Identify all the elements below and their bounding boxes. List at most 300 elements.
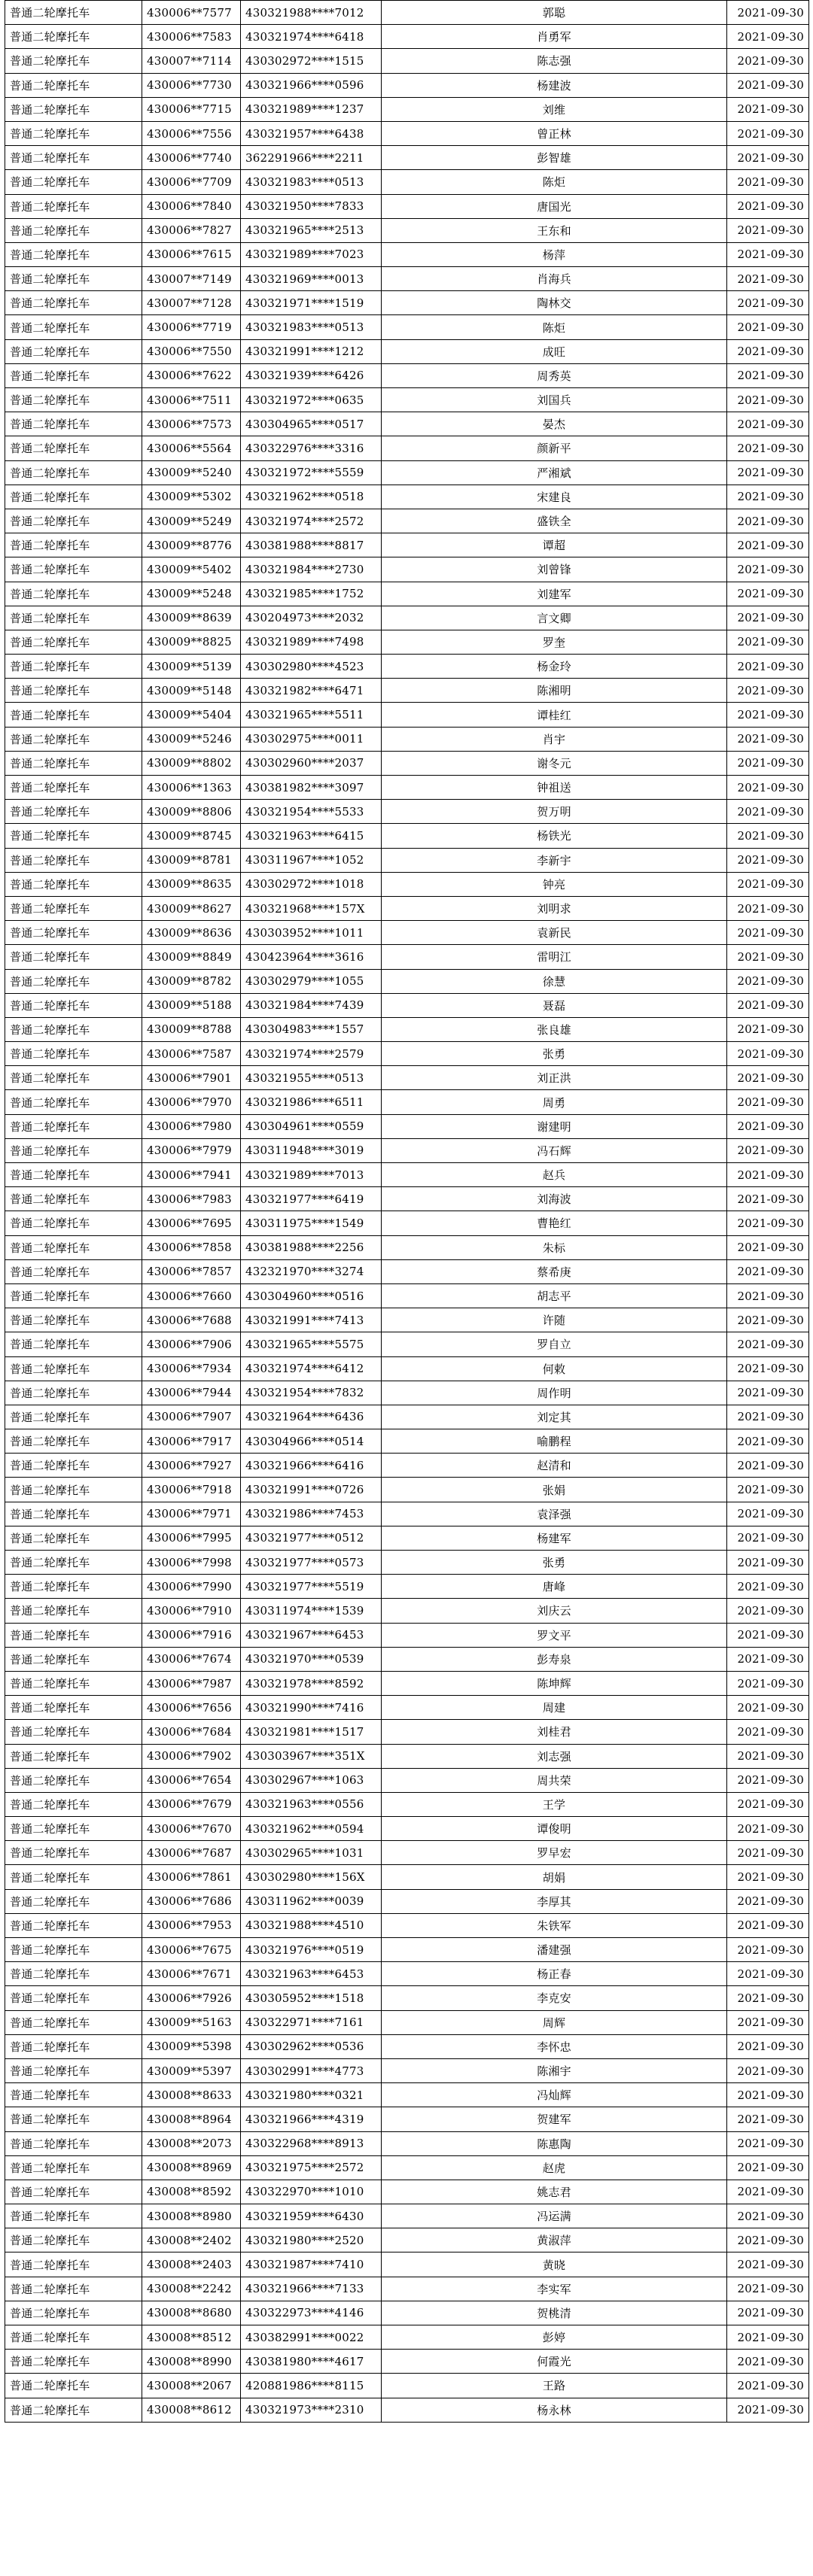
vehicle-type-cell: 普通二轮摩托车 [5, 388, 142, 412]
id-number-cell: 430321963****6453 [241, 1962, 382, 1986]
vehicle-type-cell: 普通二轮摩托车 [5, 533, 142, 557]
vehicle-type-cell: 普通二轮摩托车 [5, 1259, 142, 1283]
table-row [5, 679, 809, 703]
id-number-cell: 430303967****351X [241, 1744, 382, 1768]
table-row [5, 1647, 809, 1671]
plate-number-cell: 430007**7149 [142, 267, 241, 291]
table-row [5, 1090, 809, 1114]
id-number-cell: 430321950****7833 [241, 194, 382, 218]
date-cell: 2021-09-30 [727, 1913, 809, 1937]
owner-name-cell: 蔡希庚 [382, 1259, 727, 1283]
vehicle-type-cell: 普通二轮摩托车 [5, 2058, 142, 2082]
date-cell: 2021-09-30 [727, 2277, 809, 2301]
vehicle-type-cell: 普通二轮摩托车 [5, 1938, 142, 1962]
vehicle-type-cell: 普通二轮摩托车 [5, 606, 142, 630]
date-cell: 2021-09-30 [727, 2107, 809, 2131]
id-number-cell: 430321968****157X [241, 896, 382, 920]
id-number-cell: 430321976****0519 [241, 1938, 382, 1962]
vehicle-type-cell: 普通二轮摩托车 [5, 1526, 142, 1550]
date-cell: 2021-09-30 [727, 1308, 809, 1332]
vehicle-type-cell: 普通二轮摩托车 [5, 1720, 142, 1744]
owner-name-cell: 周建 [382, 1696, 727, 1720]
date-cell: 2021-09-30 [727, 1138, 809, 1162]
owner-name-cell: 李厚其 [382, 1889, 727, 1913]
owner-name-cell: 何敕 [382, 1356, 727, 1381]
owner-name-cell: 黄晓 [382, 2252, 727, 2277]
table-row [5, 1841, 809, 1865]
table-row [5, 1575, 809, 1599]
owner-name-cell: 陈炬 [382, 170, 727, 194]
table-row [5, 1768, 809, 1792]
date-cell: 2021-09-30 [727, 703, 809, 727]
owner-name-cell: 刘志强 [382, 1744, 727, 1768]
date-cell: 2021-09-30 [727, 679, 809, 703]
date-cell: 2021-09-30 [727, 896, 809, 920]
table-row [5, 218, 809, 242]
plate-number-cell: 430009**5398 [142, 2034, 241, 2058]
id-number-cell: 430321989****7013 [241, 1163, 382, 1187]
owner-name-cell: 李克安 [382, 1986, 727, 2010]
vehicle-type-cell: 普通二轮摩托车 [5, 2374, 142, 2398]
vehicle-type-cell: 普通二轮摩托车 [5, 1454, 142, 1478]
plate-number-cell: 430006**7941 [142, 1163, 241, 1187]
table-row [5, 1865, 809, 1889]
date-cell: 2021-09-30 [727, 1114, 809, 1138]
id-number-cell: 432321970****3274 [241, 1259, 382, 1283]
id-number-cell: 430321959****6430 [241, 2204, 382, 2228]
plate-number-cell: 430006**7980 [142, 1114, 241, 1138]
date-cell: 2021-09-30 [727, 509, 809, 533]
table-row [5, 824, 809, 848]
owner-name-cell: 陈坤辉 [382, 1671, 727, 1695]
vehicle-type-cell: 普通二轮摩托车 [5, 1405, 142, 1429]
date-cell: 2021-09-30 [727, 1042, 809, 1066]
table-row [5, 2034, 809, 2058]
vehicle-type-cell: 普通二轮摩托车 [5, 1308, 142, 1332]
owner-name-cell: 徐慧 [382, 969, 727, 993]
plate-number-cell: 430008**8964 [142, 2107, 241, 2131]
vehicle-type-cell: 普通二轮摩托车 [5, 1090, 142, 1114]
plate-number-cell: 430008**2402 [142, 2228, 241, 2252]
table-row [5, 1986, 809, 2010]
owner-name-cell: 贺万明 [382, 800, 727, 824]
table-row [5, 1938, 809, 1962]
date-cell: 2021-09-30 [727, 1332, 809, 1356]
date-cell: 2021-09-30 [727, 1090, 809, 1114]
plate-number-cell: 430007**7114 [142, 49, 241, 73]
vehicle-type-cell: 普通二轮摩托车 [5, 2180, 142, 2204]
vehicle-type-cell: 普通二轮摩托车 [5, 1696, 142, 1720]
vehicle-type-cell: 普通二轮摩托车 [5, 339, 142, 363]
date-cell: 2021-09-30 [727, 2180, 809, 2204]
table-row [5, 1889, 809, 1913]
vehicle-type-cell: 普通二轮摩托车 [5, 146, 142, 170]
owner-name-cell: 陈志强 [382, 49, 727, 73]
owner-name-cell: 何霞光 [382, 2350, 727, 2374]
id-number-cell: 430321972****5559 [241, 460, 382, 485]
date-cell: 2021-09-30 [727, 485, 809, 509]
date-cell: 2021-09-30 [727, 606, 809, 630]
plate-number-cell: 430006**7916 [142, 1623, 241, 1647]
id-number-cell: 430311948****3019 [241, 1138, 382, 1162]
vehicle-type-cell: 普通二轮摩托车 [5, 1599, 142, 1623]
table-row [5, 2350, 809, 2374]
owner-name-cell: 刘海波 [382, 1187, 727, 1211]
table-row [5, 1017, 809, 1041]
plate-number-cell: 430009**8639 [142, 606, 241, 630]
plate-number-cell: 430009**5404 [142, 703, 241, 727]
vehicle-type-cell: 普通二轮摩托车 [5, 2034, 142, 2058]
plate-number-cell: 430008**8633 [142, 2083, 241, 2107]
id-number-cell: 430302960****2037 [241, 751, 382, 775]
id-number-cell: 430321970****0539 [241, 1647, 382, 1671]
table-row [5, 1526, 809, 1550]
owner-name-cell: 彭寿泉 [382, 1647, 727, 1671]
date-cell: 2021-09-30 [727, 1575, 809, 1599]
owner-name-cell: 赵虎 [382, 2155, 727, 2180]
vehicle-type-cell: 普通二轮摩托车 [5, 242, 142, 266]
vehicle-type-cell: 普通二轮摩托车 [5, 969, 142, 993]
table-row [5, 969, 809, 993]
plate-number-cell: 430006**7918 [142, 1478, 241, 1502]
id-number-cell: 430321965****5511 [241, 703, 382, 727]
table-row [5, 1478, 809, 1502]
plate-number-cell: 430006**7995 [142, 1526, 241, 1550]
id-number-cell: 430322973****4146 [241, 2301, 382, 2325]
id-number-cell: 430321991****0726 [241, 1478, 382, 1502]
id-number-cell: 430321971****1519 [241, 291, 382, 315]
plate-number-cell: 430009**8745 [142, 824, 241, 848]
date-cell: 2021-09-30 [727, 218, 809, 242]
date-cell: 2021-09-30 [727, 1526, 809, 1550]
table-row [5, 267, 809, 291]
owner-name-cell: 袁泽强 [382, 1502, 727, 1526]
owner-name-cell: 谢冬元 [382, 751, 727, 775]
plate-number-cell: 430009**8627 [142, 896, 241, 920]
vehicle-type-cell: 普通二轮摩托车 [5, 1017, 142, 1041]
table-row [5, 630, 809, 654]
id-number-cell: 430321984****7439 [241, 993, 382, 1017]
owner-name-cell: 聂磊 [382, 993, 727, 1017]
vehicle-type-cell: 普通二轮摩托车 [5, 73, 142, 97]
date-cell: 2021-09-30 [727, 170, 809, 194]
id-number-cell: 430321966****6416 [241, 1454, 382, 1478]
vehicle-type-cell: 普通二轮摩托车 [5, 170, 142, 194]
owner-name-cell: 李新宇 [382, 848, 727, 872]
table-row [5, 703, 809, 727]
date-cell: 2021-09-30 [727, 1429, 809, 1454]
date-cell: 2021-09-30 [727, 1259, 809, 1283]
plate-number-cell: 430009**8782 [142, 969, 241, 993]
plate-number-cell: 430006**7688 [142, 1308, 241, 1332]
owner-name-cell: 杨萍 [382, 242, 727, 266]
owner-name-cell: 张良雄 [382, 1017, 727, 1041]
id-number-cell: 430321965****2513 [241, 218, 382, 242]
id-number-cell: 430321966****7133 [241, 2277, 382, 2301]
date-cell: 2021-09-30 [727, 1405, 809, 1429]
owner-name-cell: 黄淑萍 [382, 2228, 727, 2252]
plate-number-cell: 430006**7656 [142, 1696, 241, 1720]
plate-number-cell: 430006**7583 [142, 25, 241, 49]
id-number-cell: 430381982****3097 [241, 776, 382, 800]
vehicle-type-cell: 普通二轮摩托车 [5, 848, 142, 872]
date-cell: 2021-09-30 [727, 2252, 809, 2277]
date-cell: 2021-09-30 [727, 1768, 809, 1792]
id-number-cell: 430321962****0518 [241, 485, 382, 509]
vehicle-type-cell: 普通二轮摩托车 [5, 1647, 142, 1671]
id-number-cell: 430321989****7023 [241, 242, 382, 266]
id-number-cell: 430311967****1052 [241, 848, 382, 872]
date-cell: 2021-09-30 [727, 1792, 809, 1816]
owner-name-cell: 张娟 [382, 1478, 727, 1502]
table-row [5, 2058, 809, 2082]
date-cell: 2021-09-30 [727, 146, 809, 170]
plate-number-cell: 430006**7987 [142, 1671, 241, 1695]
owner-name-cell: 刘建军 [382, 582, 727, 606]
owner-name-cell: 赵兵 [382, 1163, 727, 1187]
id-number-cell: 430311962****0039 [241, 1889, 382, 1913]
table-row [5, 1283, 809, 1308]
table-row [5, 2131, 809, 2155]
date-cell: 2021-09-30 [727, 2083, 809, 2107]
id-number-cell: 362291966****2211 [241, 146, 382, 170]
vehicle-type-cell: 普通二轮摩托车 [5, 1429, 142, 1454]
vehicle-type-cell: 普通二轮摩托车 [5, 630, 142, 654]
id-number-cell: 430305952****1518 [241, 1986, 382, 2010]
vehicle-type-cell: 普通二轮摩托车 [5, 1817, 142, 1841]
table-row [5, 1599, 809, 1623]
id-number-cell: 430321973****2310 [241, 2398, 382, 2422]
table-row [5, 412, 809, 436]
date-cell: 2021-09-30 [727, 1744, 809, 1768]
id-number-cell: 430302980****4523 [241, 655, 382, 679]
id-number-cell: 430321965****5575 [241, 1332, 382, 1356]
owner-name-cell: 贺建军 [382, 2107, 727, 2131]
owner-name-cell: 盛铁全 [382, 509, 727, 533]
plate-number-cell: 430009**5302 [142, 485, 241, 509]
id-number-cell: 430321977****6419 [241, 1187, 382, 1211]
date-cell: 2021-09-30 [727, 1211, 809, 1235]
vehicle-type-cell: 普通二轮摩托车 [5, 1211, 142, 1235]
owner-name-cell: 胡志平 [382, 1283, 727, 1308]
owner-name-cell: 曾正林 [382, 121, 727, 145]
plate-number-cell: 430007**7128 [142, 291, 241, 315]
table-row [5, 485, 809, 509]
table-row [5, 2204, 809, 2228]
owner-name-cell: 罗奎 [382, 630, 727, 654]
table-row [5, 1696, 809, 1720]
owner-name-cell: 谭俊明 [382, 1817, 727, 1841]
plate-number-cell: 430008**8980 [142, 2204, 241, 2228]
plate-number-cell: 430006**7674 [142, 1647, 241, 1671]
table-row [5, 170, 809, 194]
date-cell: 2021-09-30 [727, 1671, 809, 1695]
plate-number-cell: 430006**7577 [142, 1, 241, 25]
owner-name-cell: 陶林交 [382, 291, 727, 315]
date-cell: 2021-09-30 [727, 945, 809, 969]
plate-number-cell: 430009**8635 [142, 872, 241, 896]
date-cell: 2021-09-30 [727, 848, 809, 872]
id-number-cell: 430321977****0573 [241, 1551, 382, 1575]
table-row [5, 2155, 809, 2180]
date-cell: 2021-09-30 [727, 2204, 809, 2228]
vehicle-type-cell: 普通二轮摩托车 [5, 218, 142, 242]
plate-number-cell: 430009**8781 [142, 848, 241, 872]
plate-number-cell: 430006**7926 [142, 1986, 241, 2010]
vehicle-type-cell: 普通二轮摩托车 [5, 1962, 142, 1986]
owner-name-cell: 杨铁光 [382, 824, 727, 848]
table-row [5, 2010, 809, 2034]
plate-number-cell: 430006**7573 [142, 412, 241, 436]
table-row [5, 388, 809, 412]
date-cell: 2021-09-30 [727, 2058, 809, 2082]
id-number-cell: 430321974****2579 [241, 1042, 382, 1066]
owner-name-cell: 刘正洪 [382, 1066, 727, 1090]
date-cell: 2021-09-30 [727, 2325, 809, 2350]
date-cell: 2021-09-30 [727, 1478, 809, 1502]
table-row [5, 2277, 809, 2301]
owner-name-cell: 张勇 [382, 1042, 727, 1066]
date-cell: 2021-09-30 [727, 1235, 809, 1259]
plate-number-cell: 430006**7511 [142, 388, 241, 412]
plate-number-cell: 430006**7934 [142, 1356, 241, 1381]
owner-name-cell: 贺桃清 [382, 2301, 727, 2325]
date-cell: 2021-09-30 [727, 1283, 809, 1308]
id-number-cell: 430381988****2256 [241, 1235, 382, 1259]
owner-name-cell: 喻鹏程 [382, 1429, 727, 1454]
date-cell: 2021-09-30 [727, 2155, 809, 2180]
owner-name-cell: 张勇 [382, 1551, 727, 1575]
vehicle-type-cell: 普通二轮摩托车 [5, 945, 142, 969]
id-number-cell: 430381988****8817 [241, 533, 382, 557]
owner-name-cell: 罗文平 [382, 1623, 727, 1647]
plate-number-cell: 430006**7615 [142, 242, 241, 266]
owner-name-cell: 李实军 [382, 2277, 727, 2301]
vehicle-type-cell: 普通二轮摩托车 [5, 872, 142, 896]
plate-number-cell: 430009**5397 [142, 2058, 241, 2082]
owner-name-cell: 陈炬 [382, 315, 727, 339]
table-row [5, 1211, 809, 1235]
table-row [5, 436, 809, 460]
owner-name-cell: 王学 [382, 1792, 727, 1816]
owner-name-cell: 胡娟 [382, 1865, 727, 1889]
date-cell: 2021-09-30 [727, 2301, 809, 2325]
id-number-cell: 430321989****7498 [241, 630, 382, 654]
id-number-cell: 430321964****6436 [241, 1405, 382, 1429]
table-row [5, 1066, 809, 1090]
vehicle-type-cell: 普通二轮摩托车 [5, 2204, 142, 2228]
table-row [5, 1308, 809, 1332]
date-cell: 2021-09-30 [727, 1017, 809, 1041]
date-cell: 2021-09-30 [727, 630, 809, 654]
owner-name-cell: 冯灿辉 [382, 2083, 727, 2107]
registration-table-body [5, 1, 809, 2423]
owner-name-cell: 刘定其 [382, 1405, 727, 1429]
plate-number-cell: 430008**2242 [142, 2277, 241, 2301]
owner-name-cell: 许随 [382, 1308, 727, 1332]
date-cell: 2021-09-30 [727, 2398, 809, 2422]
owner-name-cell: 袁新民 [382, 921, 727, 945]
id-number-cell: 430321986****7453 [241, 1502, 382, 1526]
date-cell: 2021-09-30 [727, 1696, 809, 1720]
id-number-cell: 430304965****0517 [241, 412, 382, 436]
table-row [5, 655, 809, 679]
vehicle-type-cell: 普通二轮摩托车 [5, 727, 142, 751]
vehicle-type-cell: 普通二轮摩托车 [5, 1913, 142, 1937]
plate-number-cell: 430009**5402 [142, 557, 241, 582]
vehicle-type-cell: 普通二轮摩托车 [5, 1792, 142, 1816]
vehicle-type-cell: 普通二轮摩托车 [5, 1623, 142, 1647]
table-row [5, 1429, 809, 1454]
owner-name-cell: 周共荣 [382, 1768, 727, 1792]
plate-number-cell: 430009**8802 [142, 751, 241, 775]
id-number-cell: 430321991****7413 [241, 1308, 382, 1332]
date-cell: 2021-09-30 [727, 1986, 809, 2010]
id-number-cell: 430321955****0513 [241, 1066, 382, 1090]
table-row [5, 146, 809, 170]
plate-number-cell: 430006**7857 [142, 1259, 241, 1283]
date-cell: 2021-09-30 [727, 1066, 809, 1090]
vehicle-type-cell: 普通二轮摩托车 [5, 582, 142, 606]
table-row [5, 460, 809, 485]
vehicle-type-cell: 普通二轮摩托车 [5, 2301, 142, 2325]
id-number-cell: 430321986****6511 [241, 1090, 382, 1114]
plate-number-cell: 430006**7979 [142, 1138, 241, 1162]
table-row [5, 582, 809, 606]
table-row [5, 1454, 809, 1478]
plate-number-cell: 430008**2073 [142, 2131, 241, 2155]
plate-number-cell: 430006**7901 [142, 1066, 241, 1090]
id-number-cell: 430302991****4773 [241, 2058, 382, 2082]
owner-name-cell: 周秀英 [382, 363, 727, 387]
date-cell: 2021-09-30 [727, 1599, 809, 1623]
owner-name-cell: 肖宇 [382, 727, 727, 751]
plate-number-cell: 430006**7684 [142, 1720, 241, 1744]
vehicle-type-cell: 普通二轮摩托车 [5, 267, 142, 291]
vehicle-type-cell: 普通二轮摩托车 [5, 2325, 142, 2350]
id-number-cell: 430321983****0513 [241, 315, 382, 339]
date-cell: 2021-09-30 [727, 1356, 809, 1381]
owner-name-cell: 宋建良 [382, 485, 727, 509]
table-row [5, 751, 809, 775]
id-number-cell: 430304983****1557 [241, 1017, 382, 1041]
vehicle-type-cell: 普通二轮摩托车 [5, 1187, 142, 1211]
plate-number-cell: 430009**5188 [142, 993, 241, 1017]
plate-number-cell: 430006**5564 [142, 436, 241, 460]
owner-name-cell: 言文卿 [382, 606, 727, 630]
owner-name-cell: 朱铁军 [382, 1913, 727, 1937]
table-row [5, 121, 809, 145]
vehicle-type-cell: 普通二轮摩托车 [5, 1865, 142, 1889]
plate-number-cell: 430009**8806 [142, 800, 241, 824]
vehicle-type-cell: 普通二轮摩托车 [5, 1841, 142, 1865]
owner-name-cell: 杨永林 [382, 2398, 727, 2422]
plate-number-cell: 430006**7902 [142, 1744, 241, 1768]
table-row [5, 315, 809, 339]
table-row [5, 800, 809, 824]
table-row [5, 2374, 809, 2398]
vehicle-type-cell: 普通二轮摩托车 [5, 2350, 142, 2374]
owner-name-cell: 周辉 [382, 2010, 727, 2034]
owner-name-cell: 杨建波 [382, 73, 727, 97]
date-cell: 2021-09-30 [727, 73, 809, 97]
vehicle-type-cell: 普通二轮摩托车 [5, 1381, 142, 1405]
table-row [5, 1623, 809, 1647]
plate-number-cell: 430006**7687 [142, 1841, 241, 1865]
table-row [5, 97, 809, 121]
plate-number-cell: 430009**8776 [142, 533, 241, 557]
plate-number-cell: 430006**7861 [142, 1865, 241, 1889]
